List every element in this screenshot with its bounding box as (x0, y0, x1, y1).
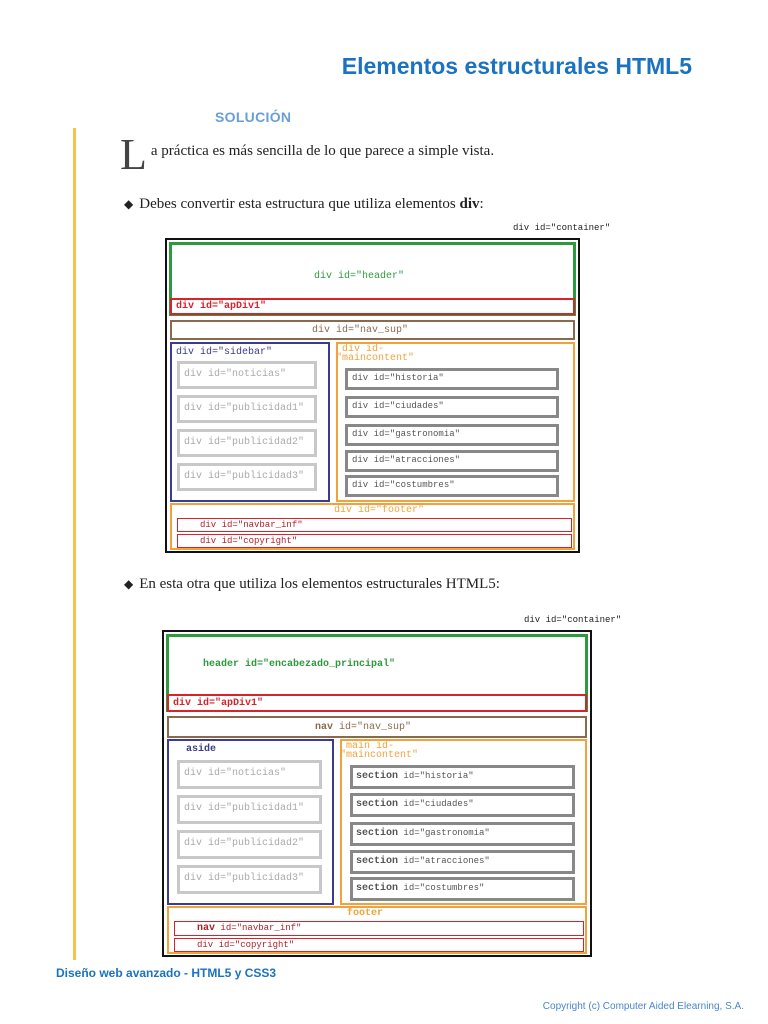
bullet-1-bold: div (459, 196, 480, 212)
d1-pub3-label: div id="publicidad3" (184, 471, 305, 482)
bullet-1 (124, 196, 484, 213)
d2-main-box (340, 739, 587, 905)
d1-pub2-box (177, 429, 317, 457)
d2-noticias-box (177, 760, 322, 789)
d1-ciudades-box (345, 396, 559, 418)
d2-aside-label: aside (186, 744, 217, 755)
d2-navbar-keyword: nav (197, 923, 216, 934)
bullet-1-end: : (479, 196, 484, 212)
d2-footer-box (167, 906, 587, 954)
d2-section-keyword: section (356, 799, 399, 810)
d2-aside-box (167, 739, 334, 905)
d1-noticias-box (177, 361, 317, 389)
d2-ciudades-box (350, 793, 575, 817)
d1-apdiv-label: div id="apDiv1" (176, 301, 267, 312)
d1-costumbres-label: div id="costumbres" (352, 480, 455, 490)
d1-pub2-label: div id="publicidad2" (184, 437, 305, 448)
drop-cap: L (120, 130, 147, 179)
d1-main-label-2: "maincontent" (336, 353, 415, 364)
d2-main-label-1: main id- (346, 741, 395, 752)
d1-noticias-label: div id="noticias" (184, 369, 287, 380)
section-subtitle: SOLUCIÓN (215, 109, 292, 125)
d2-footer-label: footer (347, 908, 384, 919)
d2-costumbres-box (350, 877, 575, 901)
d2-costumbres-label (356, 883, 484, 894)
diagram2-container-label: div id="container" (524, 615, 622, 625)
bullet-2 (124, 576, 500, 593)
d1-gastronomia-label: div id="gastronomia" (352, 429, 461, 439)
d2-nav-keyword: nav (315, 722, 334, 733)
d2-section-keyword: section (356, 828, 399, 839)
d2-ciudades-label (356, 799, 474, 810)
bullet-2-text: En esta otra que utiliza los elementos estructurales HTML5: (139, 576, 500, 592)
d2-historia-label (356, 771, 474, 782)
d2-navbar-box (174, 921, 584, 936)
d1-pub1-label: div id="publicidad1" (184, 403, 305, 414)
d1-apdiv-box (170, 298, 575, 315)
d2-header-keyword: header (203, 659, 240, 670)
d2-pub2-box (177, 830, 322, 859)
d2-header-id: id="encabezado_principal" (239, 659, 396, 670)
d1-header-label: div id="header" (314, 271, 405, 282)
d2-apdiv-box (167, 694, 587, 712)
d1-historia-box (345, 368, 559, 390)
d2-historia-box (350, 765, 575, 789)
d1-ciudades-label: div id="ciudades" (352, 401, 444, 411)
d1-sidebar-box (170, 342, 330, 502)
d2-nav-id: id="nav_sup" (333, 722, 412, 733)
d2-copyright-label: div id="copyright" (197, 940, 295, 950)
d2-copyright-box (174, 938, 584, 952)
d2-section-keyword: section (356, 856, 399, 867)
copyright-footer: Copyright (c) Computer Aided Elearning, S.A. (542, 1001, 744, 1012)
d2-pub2-label: div id="publicidad2" (184, 838, 305, 849)
d2-ciudades-id: id="ciudades" (398, 799, 474, 809)
d2-gastronomia-box (350, 822, 575, 846)
d1-main-box (336, 342, 575, 502)
d1-navbar-box (177, 518, 572, 532)
course-footer: Diseño web avanzado - HTML5 y CSS3 (56, 966, 277, 980)
d2-atracciones-id: id="atracciones" (398, 856, 490, 866)
d1-pub1-box (177, 395, 317, 423)
d1-nav-box (170, 320, 575, 340)
d2-atracciones-box (350, 850, 575, 874)
d1-copyright-box (177, 534, 572, 548)
accent-bar (73, 128, 76, 960)
page-title: Elementos estructurales HTML5 (341, 53, 692, 79)
d2-header-label (203, 659, 395, 670)
d1-main-label-1: div id- (342, 344, 385, 355)
d2-navbar-id: id="navbar_inf" (215, 923, 302, 933)
d2-section-keyword: section (356, 771, 399, 782)
d2-gastronomia-label (356, 828, 490, 839)
bullet-1-text: Debes convertir esta estructura que utiliza elementos (139, 196, 460, 212)
diagram1-container-label: div id="container" (513, 223, 611, 233)
d1-navbar-label: div id="navbar_inf" (200, 520, 303, 530)
d1-atracciones-box (345, 450, 559, 472)
intro-text: a práctica es más sencilla de lo que parece a simple vista. (150, 143, 495, 159)
d2-historia-id: id="historia" (398, 771, 474, 781)
d2-main-label-2: "maincontent" (340, 750, 419, 761)
d1-costumbres-box (345, 475, 559, 497)
d2-navbar-label (197, 923, 301, 934)
d2-apdiv-label: div id="apDiv1" (173, 698, 264, 709)
d1-nav-label: div id="nav_sup" (312, 325, 409, 336)
d1-historia-label: div id="historia" (352, 373, 444, 383)
d1-atracciones-label: div id="atracciones" (352, 455, 461, 465)
d1-sidebar-label: div id="sidebar" (176, 347, 273, 358)
d2-gastronomia-id: id="gastronomia" (398, 828, 490, 838)
d2-pub1-box (177, 795, 322, 824)
d1-footer-box (170, 503, 575, 550)
diagram2-container (162, 630, 592, 957)
d2-costumbres-id: id="costumbres" (398, 883, 485, 893)
intro-paragraph (120, 130, 495, 179)
d2-pub1-label: div id="publicidad1" (184, 803, 305, 814)
d2-nav-label (315, 722, 411, 733)
diagram1-container (165, 238, 580, 553)
diamond-bullet-icon: ◆ (124, 577, 134, 591)
d2-pub3-label: div id="publicidad3" (184, 873, 305, 884)
d1-footer-label: div id="footer" (334, 505, 425, 516)
d1-copyright-label: div id="copyright" (200, 536, 298, 546)
d1-pub3-box (177, 463, 317, 491)
d2-nav-box (167, 716, 587, 738)
diamond-bullet-icon: ◆ (124, 197, 134, 211)
d2-atracciones-label (356, 856, 490, 867)
d2-section-keyword: section (356, 883, 399, 894)
d2-noticias-label: div id="noticias" (184, 768, 287, 779)
d2-pub3-box (177, 865, 322, 894)
d1-gastronomia-box (345, 424, 559, 446)
